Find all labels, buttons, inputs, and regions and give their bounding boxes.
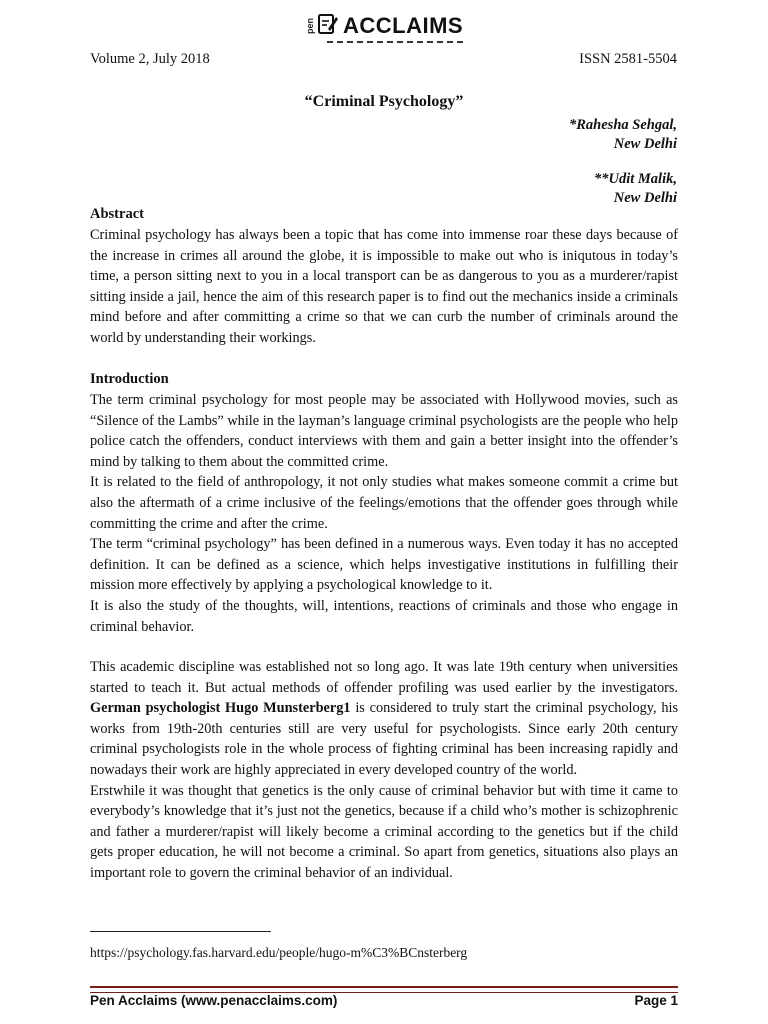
footer-website: Pen Acclaims (www.penacclaims.com) (90, 993, 338, 1008)
author-name: *Rahesha Sehgal, (569, 117, 677, 133)
intro-paragraph: It is also the study of the thoughts, will, intentions, reactions of criminals and those who engage in criminal behavior. (90, 597, 678, 635)
author-block (569, 116, 677, 154)
footnote-link[interactable]: https://psychology.fas.harvard.edu/people/hugo-m%C3%BCnsterberg (90, 945, 468, 960)
intro-paragraph: The term criminal psychology for most people may be associated with Hollywood movies, such as “Silence of the Lambs” while in the layman’s language criminal psychologists are the people who help police catch the offenders, conduct interviews with them and gain a better insight into the offender’s mind by talking to them about the committed crime. (90, 392, 678, 470)
genetics-paragraph: Erstwhile it was thought that genetics is the only cause of criminal behavior but with time it came to everybody’s knowledge that it’s just not the genetics, because if a child who’s mother is schizophrenic and father a murderer/rapist will likely become a criminal according to the genetics but if the child gets proper education, he will not become a criminal. So apart from genetics, situations also plays an important role to govern the criminal behavior of an individual. (90, 782, 678, 881)
logo-underline (327, 39, 463, 43)
introduction-heading: Introduction (90, 371, 169, 387)
author-block (594, 170, 677, 208)
history-part2: is considered to truly start the criminal psychology, his works from 19th-20th centuries still are very useful for psychologists. Since early 20th century criminal psychologists role in the whole process of fighting criminal has been increasing rapidly and nowadays their work are highly appreciated in every developed country of the world. (90, 700, 679, 778)
journal-logo (305, 8, 463, 44)
abstract-paragraph: Criminal psychology has always been a topic that has come into immense roar these days because of the increase in crimes all around the globe, it is impossible to make out who is iniqutous in today’s time, a person sitting next to you in a local transport can be as dangerous to you as a murderer/rapist sitting inside a jail, hence the aim of this research paper is to find out the mechanics inside a criminals mind before and after committing a crime so that we can curb the number of criminals around the world by understanding their workings. (90, 227, 678, 346)
author-name: **Udit Malik, (594, 171, 677, 187)
abstract-heading: Abstract (90, 206, 144, 222)
logo-prefix: pen (305, 17, 315, 34)
footnote-divider (90, 931, 271, 932)
intro-paragraph: It is related to the field of anthropology, it not only studies what makes someone commit a crime but also the aftermath of a crime inclusive of the feelings/emotions that the offender goes through while committing the crime and after the crime. (90, 474, 678, 532)
author-city: New Delhi (613, 190, 677, 206)
footer-divider (90, 986, 678, 993)
munsterberg-reference: German psychologist Hugo Munsterberg1 (90, 700, 351, 717)
paper-title: “Criminal Psychology” (304, 93, 464, 110)
history-text (90, 657, 678, 884)
volume-info: Volume 2, July 2018 (90, 51, 210, 67)
intro-paragraph: The term “criminal psychology” has been defined in a numerous ways. Even today it has no accepted definition. It can be defined as a science, which helps investigative institutions in fulfilling their mission more effectively by applying a psychological knowledge to it. (90, 536, 678, 594)
page-footer (90, 993, 678, 1008)
history-part1: This academic discipline was established not so long ago. It was late 19th century when universities started to teach it. But actual methods of offender profiling was used earlier by the investigators. (90, 659, 678, 696)
introduction-text (90, 390, 678, 637)
logo-brand: ACCLAIMS (343, 13, 464, 38)
issue-meta (90, 51, 677, 68)
page-number: Page 1 (634, 993, 678, 1008)
history-paragraph (90, 657, 678, 781)
issn: ISSN 2581-5504 (579, 51, 677, 67)
abstract-text (90, 225, 678, 349)
author-city: New Delhi (613, 136, 677, 152)
pen-notepad-icon (317, 12, 339, 41)
